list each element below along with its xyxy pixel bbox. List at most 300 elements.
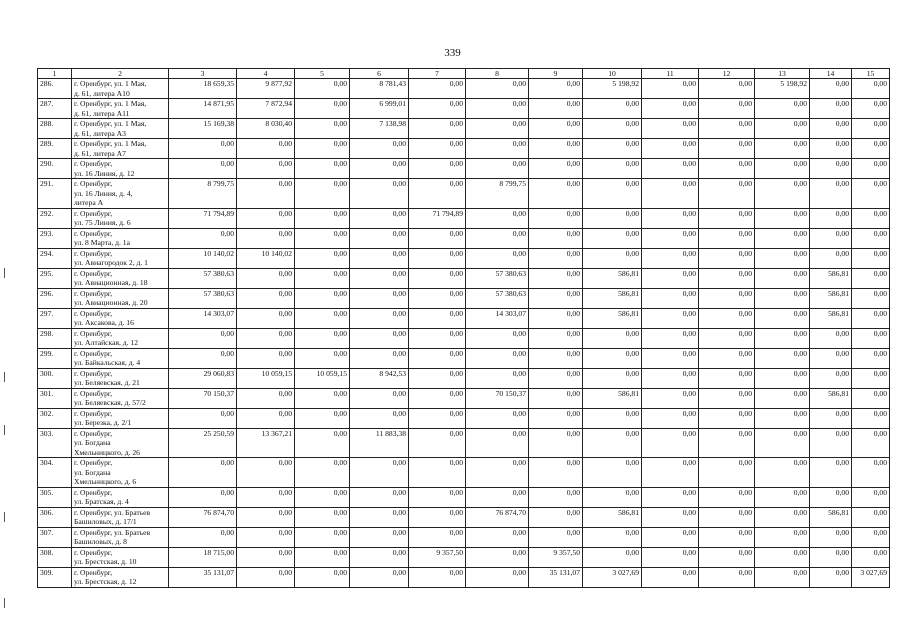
value-cell: 0,00 [583,159,642,179]
value-cell: 0,00 [810,248,852,268]
address-cell [72,288,169,308]
value-cell: 0,00 [350,288,409,308]
value-cell: 0,00 [295,428,350,458]
table-row [38,567,890,587]
address-cell [72,208,169,228]
value-cell: 0,00 [350,547,409,567]
value-cell: 0,00 [529,328,583,348]
value-cell: 76 874,70 [466,507,529,527]
address-cell [72,368,169,388]
value-cell: 0,00 [466,99,529,119]
address-line: г. Оренбург, [74,458,113,467]
value-cell: 71 794,89 [409,208,466,228]
table-row [38,547,890,567]
value-cell: 0,00 [583,99,642,119]
column-header: 7 [409,69,466,79]
value-cell: 0,00 [237,388,295,408]
value-cell: 0,00 [852,507,890,527]
value-cell: 0,00 [699,159,755,179]
value-cell: 0,00 [409,428,466,458]
value-cell: 0,00 [810,179,852,209]
address-cell [72,179,169,209]
row-number: 305. [38,487,72,507]
value-cell: 0,00 [852,208,890,228]
value-cell: 0,00 [755,567,810,587]
value-cell: 0,00 [409,408,466,428]
value-cell: 0,00 [466,119,529,139]
address-line: д. 61, литера А10 [74,88,130,98]
value-cell: 0,00 [642,328,699,348]
value-cell: 0,00 [699,79,755,99]
value-cell: 0,00 [237,408,295,428]
value-cell: 0,00 [755,368,810,388]
address-cell [72,408,169,428]
value-cell: 0,00 [755,507,810,527]
value-cell: 0,00 [755,527,810,547]
value-cell: 0,00 [409,268,466,288]
value-cell: 70 150,37 [466,388,529,408]
value-cell: 0,00 [350,348,409,368]
value-cell: 0,00 [755,487,810,507]
address-line: г. Оренбург, [74,547,113,557]
address-cell [72,567,169,587]
value-cell: 0,00 [237,507,295,527]
value-cell: 0,00 [409,288,466,308]
page-number: 339 [444,47,461,59]
table-row [38,487,890,507]
value-cell: 0,00 [350,458,409,488]
value-cell: 0,00 [810,567,852,587]
address-line: ул. Беляевская, д. 57/2 [74,398,146,407]
address-cell [72,139,169,159]
value-cell: 0,00 [699,248,755,268]
value-cell: 10 140,02 [169,248,237,268]
value-cell: 0,00 [409,368,466,388]
value-cell: 0,00 [583,408,642,428]
address-cell [72,527,169,547]
value-cell: 0,00 [350,507,409,527]
header-row [38,69,890,79]
column-header: 2 [72,69,169,79]
value-cell: 0,00 [295,527,350,547]
value-cell: 0,00 [755,348,810,368]
value-cell: 0,00 [699,567,755,587]
value-cell: 0,00 [409,507,466,527]
address-line: г. Оренбург, [74,248,113,258]
value-cell: 0,00 [810,208,852,228]
address-cell [72,99,169,119]
row-number: 302. [38,408,72,428]
value-cell: 0,00 [583,428,642,458]
row-number: 306. [38,507,72,527]
value-cell: 0,00 [529,288,583,308]
value-cell: 0,00 [642,547,699,567]
value-cell: 0,00 [583,348,642,368]
row-number: 298. [38,328,72,348]
address-line: г. Оренбург, [74,388,113,398]
value-cell: 0,00 [529,139,583,159]
address-line: г. Оренбург, [74,228,113,238]
value-cell: 0,00 [642,458,699,488]
value-cell: 0,00 [642,368,699,388]
value-cell: 0,00 [699,408,755,428]
value-cell: 0,00 [583,179,642,209]
column-header: 6 [350,69,409,79]
data-table [37,68,890,588]
value-cell: 0,00 [642,248,699,268]
value-cell: 0,00 [529,428,583,458]
value-cell: 0,00 [810,408,852,428]
value-cell: 0,00 [642,139,699,159]
value-cell: 0,00 [466,458,529,488]
value-cell: 0,00 [295,507,350,527]
value-cell: 0,00 [237,527,295,547]
value-cell: 8 942,53 [350,368,409,388]
table-row [38,458,890,488]
table-row [38,368,890,388]
value-cell: 0,00 [852,268,890,288]
row-number: 296. [38,288,72,308]
value-cell: 0,00 [295,119,350,139]
address-line: ул. Аксакова, д. 16 [74,318,134,327]
value-cell: 11 883,38 [350,428,409,458]
value-cell: 0,00 [852,139,890,159]
value-cell: 9 357,50 [409,547,466,567]
column-header: 13 [755,69,810,79]
value-cell: 0,00 [642,487,699,507]
table-row [38,99,890,119]
address-line: г. Оренбург, [74,288,113,298]
address-line: ул. Беляевская, д. 21 [74,378,140,387]
value-cell: 0,00 [529,308,583,328]
value-cell: 0,00 [642,159,699,179]
value-cell: 0,00 [295,228,350,248]
margin-mark [4,598,5,608]
value-cell: 0,00 [699,119,755,139]
value-cell: 0,00 [583,248,642,268]
value-cell: 0,00 [810,119,852,139]
value-cell: 0,00 [755,388,810,408]
value-cell: 57 380,63 [466,268,529,288]
row-number: 295. [38,268,72,288]
value-cell: 0,00 [755,268,810,288]
value-cell: 35 131,07 [529,567,583,587]
value-cell: 0,00 [810,79,852,99]
value-cell: 0,00 [169,527,237,547]
row-number: 300. [38,368,72,388]
value-cell: 0,00 [755,99,810,119]
table-row [38,208,890,228]
value-cell: 0,00 [852,159,890,179]
value-cell: 13 367,21 [237,428,295,458]
value-cell: 0,00 [466,428,529,458]
value-cell: 0,00 [529,507,583,527]
value-cell: 0,00 [583,328,642,348]
value-cell: 0,00 [529,368,583,388]
value-cell: 0,00 [642,388,699,408]
column-header: 14 [810,69,852,79]
value-cell: 0,00 [642,119,699,139]
value-cell: 0,00 [699,547,755,567]
address-cell [72,248,169,268]
value-cell: 0,00 [852,487,890,507]
row-number: 292. [38,208,72,228]
value-cell: 0,00 [409,527,466,547]
value-cell: 0,00 [237,487,295,507]
value-cell: 0,00 [409,139,466,159]
value-cell: 0,00 [699,328,755,348]
column-header: 15 [852,69,890,79]
row-number: 294. [38,248,72,268]
address-cell [72,328,169,348]
address-line: ул. 75 Линия, д. 6 [74,218,131,227]
address-cell [72,268,169,288]
value-cell: 0,00 [237,159,295,179]
value-cell: 0,00 [409,308,466,328]
value-cell: 0,00 [237,268,295,288]
value-cell: 0,00 [810,228,852,248]
value-cell: 0,00 [755,328,810,348]
value-cell: 0,00 [237,179,295,209]
value-cell: 0,00 [350,308,409,328]
value-cell: 5 198,92 [755,79,810,99]
value-cell: 0,00 [642,268,699,288]
address-line: г. Оренбург, [74,268,113,278]
value-cell: 0,00 [409,348,466,368]
value-cell: 0,00 [237,139,295,159]
value-cell: 0,00 [409,159,466,179]
value-cell: 0,00 [409,119,466,139]
value-cell: 0,00 [642,507,699,527]
value-cell: 0,00 [529,99,583,119]
row-number: 307. [38,527,72,547]
value-cell: 0,00 [466,408,529,428]
row-number: 303. [38,428,72,458]
row-number: 301. [38,388,72,408]
address-line: г. Оренбург, [74,428,113,438]
value-cell: 586,81 [583,288,642,308]
column-header: 8 [466,69,529,79]
table-row [38,348,890,368]
value-cell: 586,81 [583,268,642,288]
value-cell: 0,00 [642,428,699,458]
address-line: ул. 16 Линия, д. 4, [74,188,133,198]
address-line: г. Оренбург, [74,308,113,318]
value-cell: 0,00 [852,368,890,388]
value-cell: 586,81 [810,308,852,328]
value-cell: 0,00 [237,458,295,488]
value-cell: 0,00 [295,288,350,308]
value-cell: 0,00 [852,527,890,547]
value-cell: 0,00 [810,348,852,368]
value-cell: 0,00 [699,527,755,547]
value-cell: 0,00 [810,368,852,388]
value-cell: 0,00 [466,208,529,228]
value-cell: 0,00 [699,507,755,527]
value-cell: 586,81 [583,308,642,328]
value-cell: 0,00 [350,328,409,348]
value-cell: 0,00 [852,79,890,99]
row-number: 308. [38,547,72,567]
address-line: г. Оренбург, [74,408,113,418]
column-header: 3 [169,69,237,79]
address-line: ул. Богдана [74,467,111,477]
value-cell: 0,00 [466,348,529,368]
value-cell: 0,00 [810,527,852,547]
value-cell: 0,00 [237,228,295,248]
address-cell [72,487,169,507]
address-cell [72,159,169,179]
value-cell: 0,00 [699,179,755,209]
value-cell: 0,00 [466,547,529,567]
table-row [38,527,890,547]
value-cell: 0,00 [699,288,755,308]
value-cell: 0,00 [295,179,350,209]
value-cell: 0,00 [852,119,890,139]
column-header: 9 [529,69,583,79]
value-cell: 0,00 [810,328,852,348]
value-cell: 586,81 [810,388,852,408]
row-number: 293. [38,228,72,248]
value-cell: 25 250,59 [169,428,237,458]
value-cell: 8 799,75 [466,179,529,209]
value-cell: 0,00 [169,228,237,248]
table-row [38,179,890,209]
value-cell: 0,00 [583,139,642,159]
value-cell: 0,00 [295,458,350,488]
value-cell: 0,00 [642,228,699,248]
address-line: ул. Богдана [74,438,111,447]
value-cell: 3 027,69 [852,567,890,587]
value-cell: 0,00 [466,228,529,248]
value-cell: 70 150,37 [169,388,237,408]
value-cell: 0,00 [583,547,642,567]
row-number: 309. [38,567,72,587]
address-line: г. Оренбург, [74,368,113,378]
value-cell: 0,00 [466,368,529,388]
value-cell: 0,00 [409,79,466,99]
value-cell: 0,00 [169,139,237,159]
value-cell: 14 303,07 [169,308,237,328]
value-cell: 0,00 [755,179,810,209]
value-cell: 0,00 [755,308,810,328]
value-cell: 0,00 [755,248,810,268]
value-cell: 0,00 [852,99,890,119]
value-cell: 10 140,02 [237,248,295,268]
value-cell: 0,00 [295,139,350,159]
value-cell: 0,00 [295,348,350,368]
value-cell: 0,00 [466,487,529,507]
value-cell: 18 715,00 [169,547,237,567]
column-header: 1 [38,69,72,79]
address-cell [72,388,169,408]
address-line: г. Оренбург, ул. 1 Мая, [74,139,147,148]
table-row [38,328,890,348]
value-cell: 0,00 [699,99,755,119]
table-row [38,288,890,308]
value-cell: 0,00 [529,159,583,179]
address-line: г. Оренбург, [74,567,113,577]
value-cell: 0,00 [529,268,583,288]
value-cell: 0,00 [350,567,409,587]
value-cell: 0,00 [466,248,529,268]
value-cell: 0,00 [852,328,890,348]
address-line: г. Оренбург, [74,208,113,218]
address-line: ул. Березка, д. 2/1 [74,418,132,427]
margin-mark [4,372,5,382]
value-cell: 0,00 [529,388,583,408]
value-cell: 0,00 [529,348,583,368]
value-cell: 0,00 [409,567,466,587]
address-line: литера А [74,198,104,207]
value-cell: 586,81 [810,288,852,308]
value-cell: 0,00 [755,228,810,248]
value-cell: 0,00 [852,228,890,248]
value-cell: 0,00 [529,458,583,488]
table-row [38,507,890,527]
value-cell: 0,00 [852,248,890,268]
table-row [38,308,890,328]
value-cell: 0,00 [583,527,642,547]
value-cell: 0,00 [350,487,409,507]
value-cell: 29 060,83 [169,368,237,388]
value-cell: 0,00 [810,99,852,119]
address-line: д. 61, литера А3 [74,128,126,138]
address-cell [72,428,169,458]
value-cell: 0,00 [810,487,852,507]
value-cell: 0,00 [295,79,350,99]
address-line: г. Оренбург, [74,348,113,358]
value-cell: 0,00 [466,567,529,587]
column-header: 11 [642,69,699,79]
value-cell: 0,00 [466,527,529,547]
margin-mark [4,268,5,278]
row-number: 299. [38,348,72,368]
margin-mark [4,425,5,435]
address-line: Башиловых, д. 8 [74,537,127,546]
value-cell: 0,00 [237,328,295,348]
value-cell: 0,00 [295,208,350,228]
value-cell: 9 877,92 [237,79,295,99]
value-cell: 0,00 [699,487,755,507]
value-cell: 57 380,63 [169,288,237,308]
value-cell: 586,81 [583,388,642,408]
value-cell: 7 138,98 [350,119,409,139]
address-line: Башиловых, д. 17/1 [74,517,137,526]
value-cell: 0,00 [699,139,755,159]
value-cell: 0,00 [852,179,890,209]
value-cell: 0,00 [409,99,466,119]
value-cell: 0,00 [237,547,295,567]
address-cell [72,507,169,527]
value-cell: 0,00 [295,408,350,428]
row-number: 297. [38,308,72,328]
value-cell: 0,00 [529,408,583,428]
value-cell: 0,00 [295,547,350,567]
row-number: 304. [38,458,72,488]
value-cell: 5 198,92 [583,79,642,99]
value-cell: 76 874,70 [169,507,237,527]
value-cell: 0,00 [642,527,699,547]
value-cell: 0,00 [529,179,583,209]
value-cell: 15 169,38 [169,119,237,139]
value-cell: 0,00 [350,208,409,228]
row-number: 291. [38,179,72,209]
value-cell: 10 059,15 [237,368,295,388]
address-cell [72,458,169,488]
value-cell: 586,81 [583,507,642,527]
value-cell: 0,00 [529,119,583,139]
